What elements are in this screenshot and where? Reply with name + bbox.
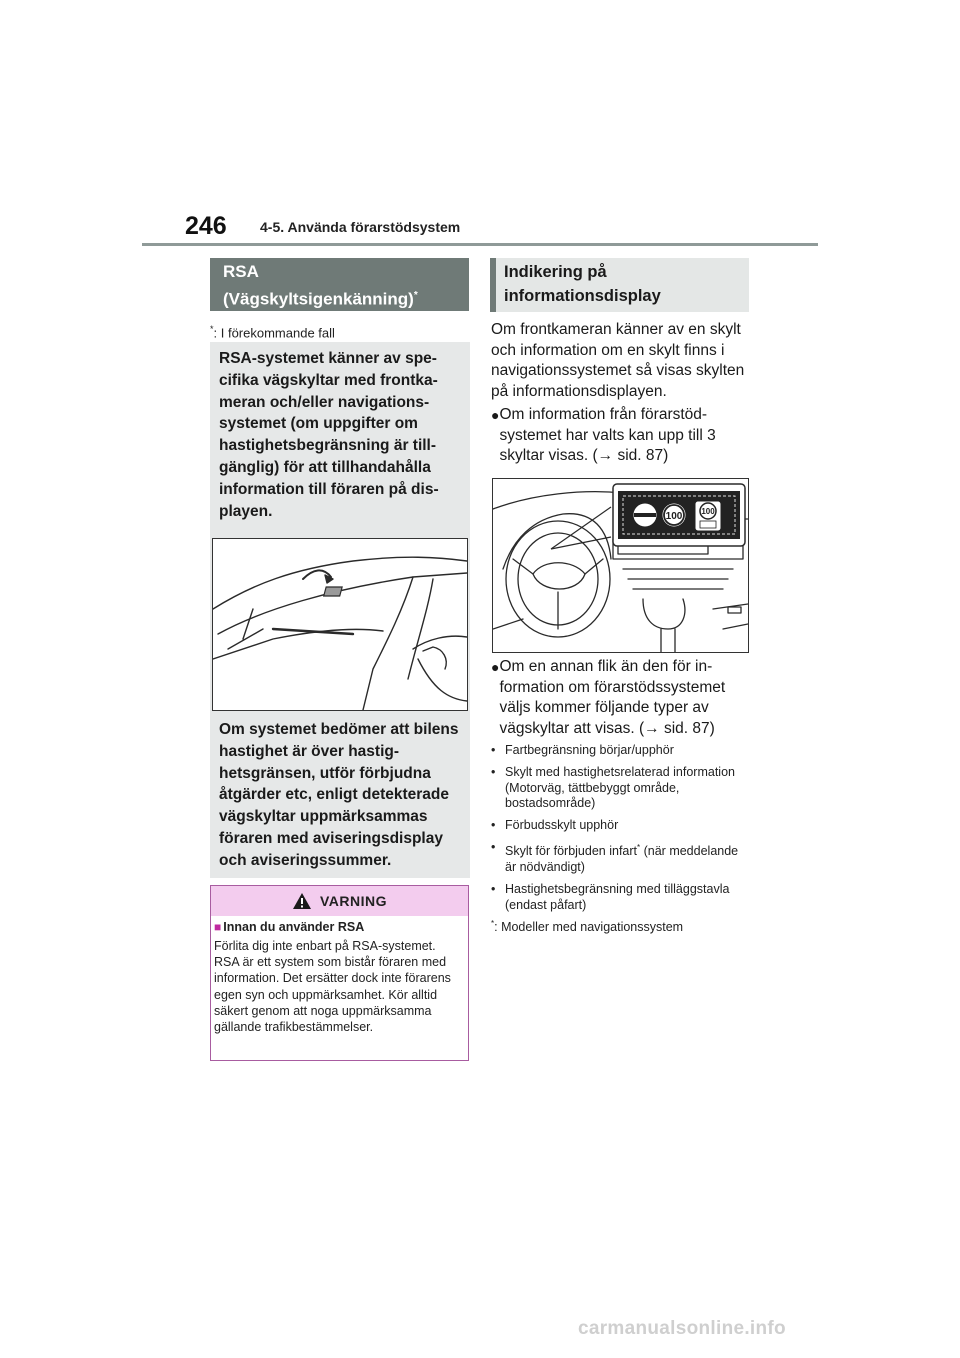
footnote-right — [491, 919, 749, 934]
watermark: carmanualsonline.info — [578, 1318, 786, 1339]
page-number: 246 — [185, 212, 227, 240]
footnote-right-text: : Modeller med navigationssystem — [494, 920, 684, 935]
rsa-heading-mark: * — [413, 290, 418, 301]
list-item-text: Hastighetsbegränsning med tilläggstavla (endast påfart) — [505, 881, 730, 912]
bullet-text: Om information från förarstödsystemet har valts kan upp till 3 skyltar visas. (→ sid. 87) — [499, 406, 716, 465]
car-windshield-drawing — [213, 539, 467, 710]
rsa-intro-text: RSA-systemet känner av specifika vägskyltar med frontkameran och/eller navigationssystemet (om uppgifter om hastighetsbegränsning är tillgänglig) för att tillhandahålla information till föraren på displayen. — [219, 350, 439, 520]
list-item: • Fartbegränsning börjar/upphör — [491, 743, 674, 757]
list-item-text: Skylt med hastighetsrelaterad information (Motorväg, tättbebyggt område, bostadsområde) — [505, 764, 735, 811]
square-bullet-icon: ■ — [214, 920, 222, 934]
footnote-left-mark: * — [210, 324, 214, 334]
list-item-text: Skylt för förbjuden infart — [505, 844, 638, 859]
warning-body: Förlita dig inte enbart på RSA-systemet. RSA är ett system som bistår föraren med information. Det ersätter dock inte förarens egen syn och uppmärksamhet. Kör alltid säkert genom att noga uppmärksamma gällande trafikbestämmelser. — [214, 939, 451, 1035]
dashboard-drawing — [493, 479, 748, 652]
bullet-dot-icon: ● — [491, 659, 500, 675]
footnote-left-text: : I förekommande fall — [213, 325, 335, 341]
bullet-text: Om en annan flik än den för information om förarstödssystemet väljs kommer följande typer av vägskyltar att visas. (→ sid. 87) — [499, 658, 726, 737]
bullet-item — [491, 657, 749, 739]
warning-header — [211, 886, 468, 916]
bullet-item — [491, 405, 749, 467]
warning-title: VARNING — [319, 893, 388, 909]
list-item-text: (när meddelande är nödvändigt) — [505, 844, 739, 874]
list-item-text: Förbudsskylt upphör — [505, 818, 619, 833]
list-item-text: Fartbegränsning börjar/upphör — [505, 743, 674, 757]
list-item: • Förbudsskylt upphör — [491, 818, 619, 833]
rsa-heading-line2: (Vägskyltsigenkänning) — [223, 289, 414, 309]
warning-triangle-icon — [292, 892, 312, 910]
footnote-left — [210, 324, 335, 340]
header-rule — [142, 243, 818, 246]
list-item: • Hastighetsbegränsning med tilläggstavla (endast påfart) — [491, 882, 749, 914]
warning-subheading-text: Innan du använder RSA — [223, 920, 365, 934]
rsa-heading-line1: RSA — [223, 262, 259, 281]
rsa-detect-text: Om systemet bedömer att bilens hastighet är över hastighetsgränsen, utför förbjudna åtgärder etc, enligt detekterade vägskyltar uppmärksammas föraren med aviseringsdisplay och aviseringssummer. — [219, 721, 459, 869]
rsa-heading — [210, 258, 469, 311]
bullet-dot-icon: ● — [491, 407, 500, 423]
front-camera-shape — [324, 587, 342, 596]
windshield-camera-illustration — [212, 538, 468, 711]
warning-subheading — [214, 920, 364, 934]
dashboard-illustration — [492, 478, 749, 653]
list-item: • Skylt för förbjuden infart* (när meddelande är nödvändigt) — [491, 839, 739, 874]
list-item-mark: * — [637, 842, 641, 852]
info-display-intro: Om frontkameran känner av en skylt och information om en skylt finns i navigationssystemet så visas skylten på informationsdisplayen. — [491, 321, 745, 400]
sign-type-list — [491, 743, 749, 934]
list-item: • Skylt med hastighetsrelaterad information (Motorväg, tättbebyggt område, bostadsområde) — [491, 765, 749, 812]
speed-limit-value-1: 100 — [665, 511, 683, 522]
info-display-heading: Indikering på informationsdisplay — [490, 258, 749, 312]
speed-limit-value-2: 100 — [701, 507, 715, 516]
section-title: 4-5. Använda förarstödsystem — [260, 219, 461, 235]
speed-limit-supplementary-sign-icon — [695, 501, 721, 531]
footnote-right-mark: * — [491, 919, 495, 929]
